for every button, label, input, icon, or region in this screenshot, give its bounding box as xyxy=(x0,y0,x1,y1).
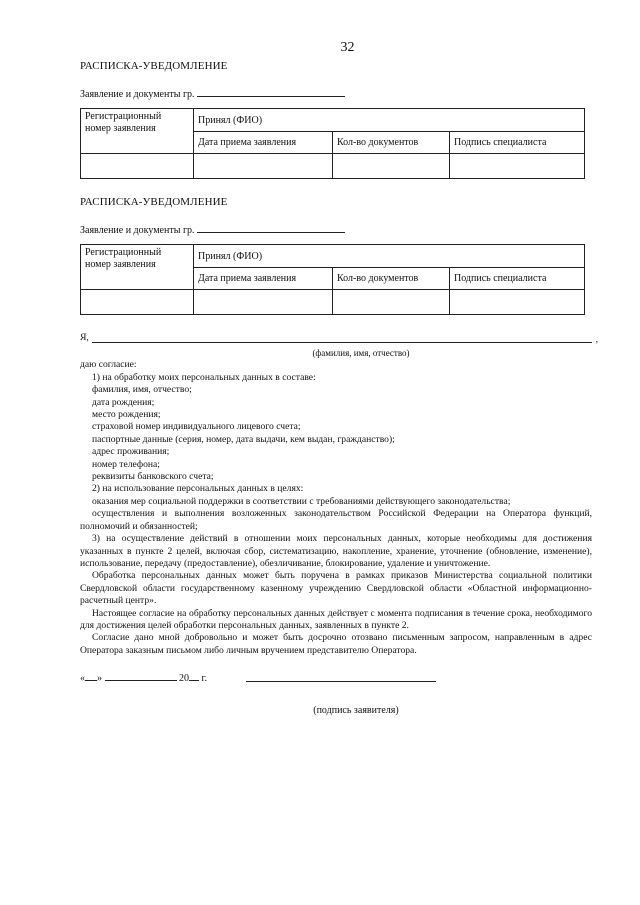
data-item: место рождения; xyxy=(92,409,161,421)
consent-section xyxy=(80,330,598,718)
page-number: 32 xyxy=(340,40,355,55)
data-item: дата рождения; xyxy=(92,396,155,408)
month-field[interactable] xyxy=(105,671,177,681)
data-item: страховой номер индивидуального лицевого счета; xyxy=(92,421,301,433)
docs-count-cell[interactable] xyxy=(333,154,450,179)
year-suffix: г. xyxy=(199,673,207,685)
registration-table xyxy=(80,244,585,315)
application-label: Заявление и документы гр. xyxy=(80,89,195,100)
reg-number-header: Регистрационный номер заявления xyxy=(81,109,194,154)
docs-count-cell[interactable] xyxy=(333,290,450,315)
name-caption: (фамилия, имя, отчество) xyxy=(312,348,410,358)
registration-table xyxy=(80,108,585,179)
name-row xyxy=(80,330,598,346)
item-1: 1) на обработку моих персональных данных в составе: xyxy=(92,371,316,383)
data-item: адрес проживания; xyxy=(92,446,170,458)
docs-count-header: Кол-во документов xyxy=(333,268,450,290)
reg-number-header: Регистрационный номер заявления xyxy=(81,245,194,290)
item-3: 3) на осуществление действий в отношении моих персональных данных, которые необходимы для достижения указанных в пункте 2 целей, включая сбор, систематизацию, накопление, хранение, уточнение (обновление, изменение), использование, передачу (предоставление), обезличивание, блокирование, удаление и уничтожение. xyxy=(80,533,592,569)
date-cell[interactable] xyxy=(194,290,333,315)
ya-label: Я, xyxy=(80,332,89,343)
full-name-field[interactable] xyxy=(92,342,592,343)
receipt-title: РАСПИСКА-УВЕДОМЛЕНИЕ xyxy=(80,196,228,208)
signature-cell[interactable] xyxy=(450,290,585,315)
date-field xyxy=(80,671,207,685)
validity-paragraph: Настоящее согласие на обработку персональных данных действует с момента подписания в течение срока, необходимого для достижения целей обработки персональных данных, заявленных в пункте 2. xyxy=(80,607,592,631)
signature-field[interactable] xyxy=(246,681,436,682)
processing-paragraph: Обработка персональных данных может быть поручена в рамках приказов Министерства социальной политики Свердловской области государственному казенному учреждению Свердловской области «Областной информационно-расчетный центр». xyxy=(80,570,592,607)
data-item: паспортные данные (серия, номер, дата выдачи, кем выдан, гражданство); xyxy=(92,433,395,445)
docs-count-header: Кол-во документов xyxy=(333,132,450,154)
reg-number-cell[interactable] xyxy=(81,290,194,315)
year-field[interactable] xyxy=(189,671,199,681)
accepted-by-header: Принял (ФИО) xyxy=(194,109,585,132)
application-line xyxy=(80,86,590,100)
date-open-quote: « xyxy=(80,673,85,685)
application-label: Заявление и документы гр. xyxy=(80,225,195,236)
applicant-name-field[interactable] xyxy=(197,86,345,97)
receipt-title: РАСПИСКА-УВЕДОМЛЕНИЕ xyxy=(80,60,228,72)
data-item: номер телефона; xyxy=(92,458,160,470)
data-item: реквизиты банковского счета; xyxy=(92,471,214,483)
date-cell[interactable] xyxy=(194,154,333,179)
signature-caption: (подпись заявителя) xyxy=(313,705,399,717)
item-2: 2) на использование персональных данных в целях: xyxy=(92,483,304,495)
date-signature-row xyxy=(80,671,592,685)
data-item: фамилия, имя, отчество; xyxy=(92,384,192,396)
accepted-by-header: Принял (ФИО) xyxy=(194,245,585,268)
date-header: Дата приема заявления xyxy=(194,132,333,154)
date-header: Дата приема заявления xyxy=(194,268,333,290)
day-field[interactable] xyxy=(85,671,97,681)
date-close-quote: » xyxy=(97,673,102,685)
voluntary-paragraph: Согласие дано мной добровольно и может быть досрочно отозвано письменным запросом, направленным в адрес Оператора заказным письмом либо личным вручением представителю Оператора. xyxy=(80,632,592,656)
year-prefix: 20 xyxy=(179,673,189,685)
receipt-2 xyxy=(80,196,590,315)
agree-text: даю согласие: xyxy=(80,359,137,371)
signature-header: Подпись специалиста xyxy=(450,268,585,290)
purpose-1: оказания мер социальной поддержки в соответствии с требованиями действующего законодательства; xyxy=(92,495,511,507)
reg-number-cell[interactable] xyxy=(81,154,194,179)
name-comma: , xyxy=(595,334,598,345)
purpose-2: осуществления и выполнения возложенных законодательством Российской Федерации на Оператора функций, полномочий и обязанностей; xyxy=(80,508,592,532)
signature-cell[interactable] xyxy=(450,154,585,179)
receipt-1 xyxy=(80,60,590,179)
signature-header: Подпись специалиста xyxy=(450,132,585,154)
applicant-name-field[interactable] xyxy=(197,222,345,233)
application-line xyxy=(80,222,590,236)
